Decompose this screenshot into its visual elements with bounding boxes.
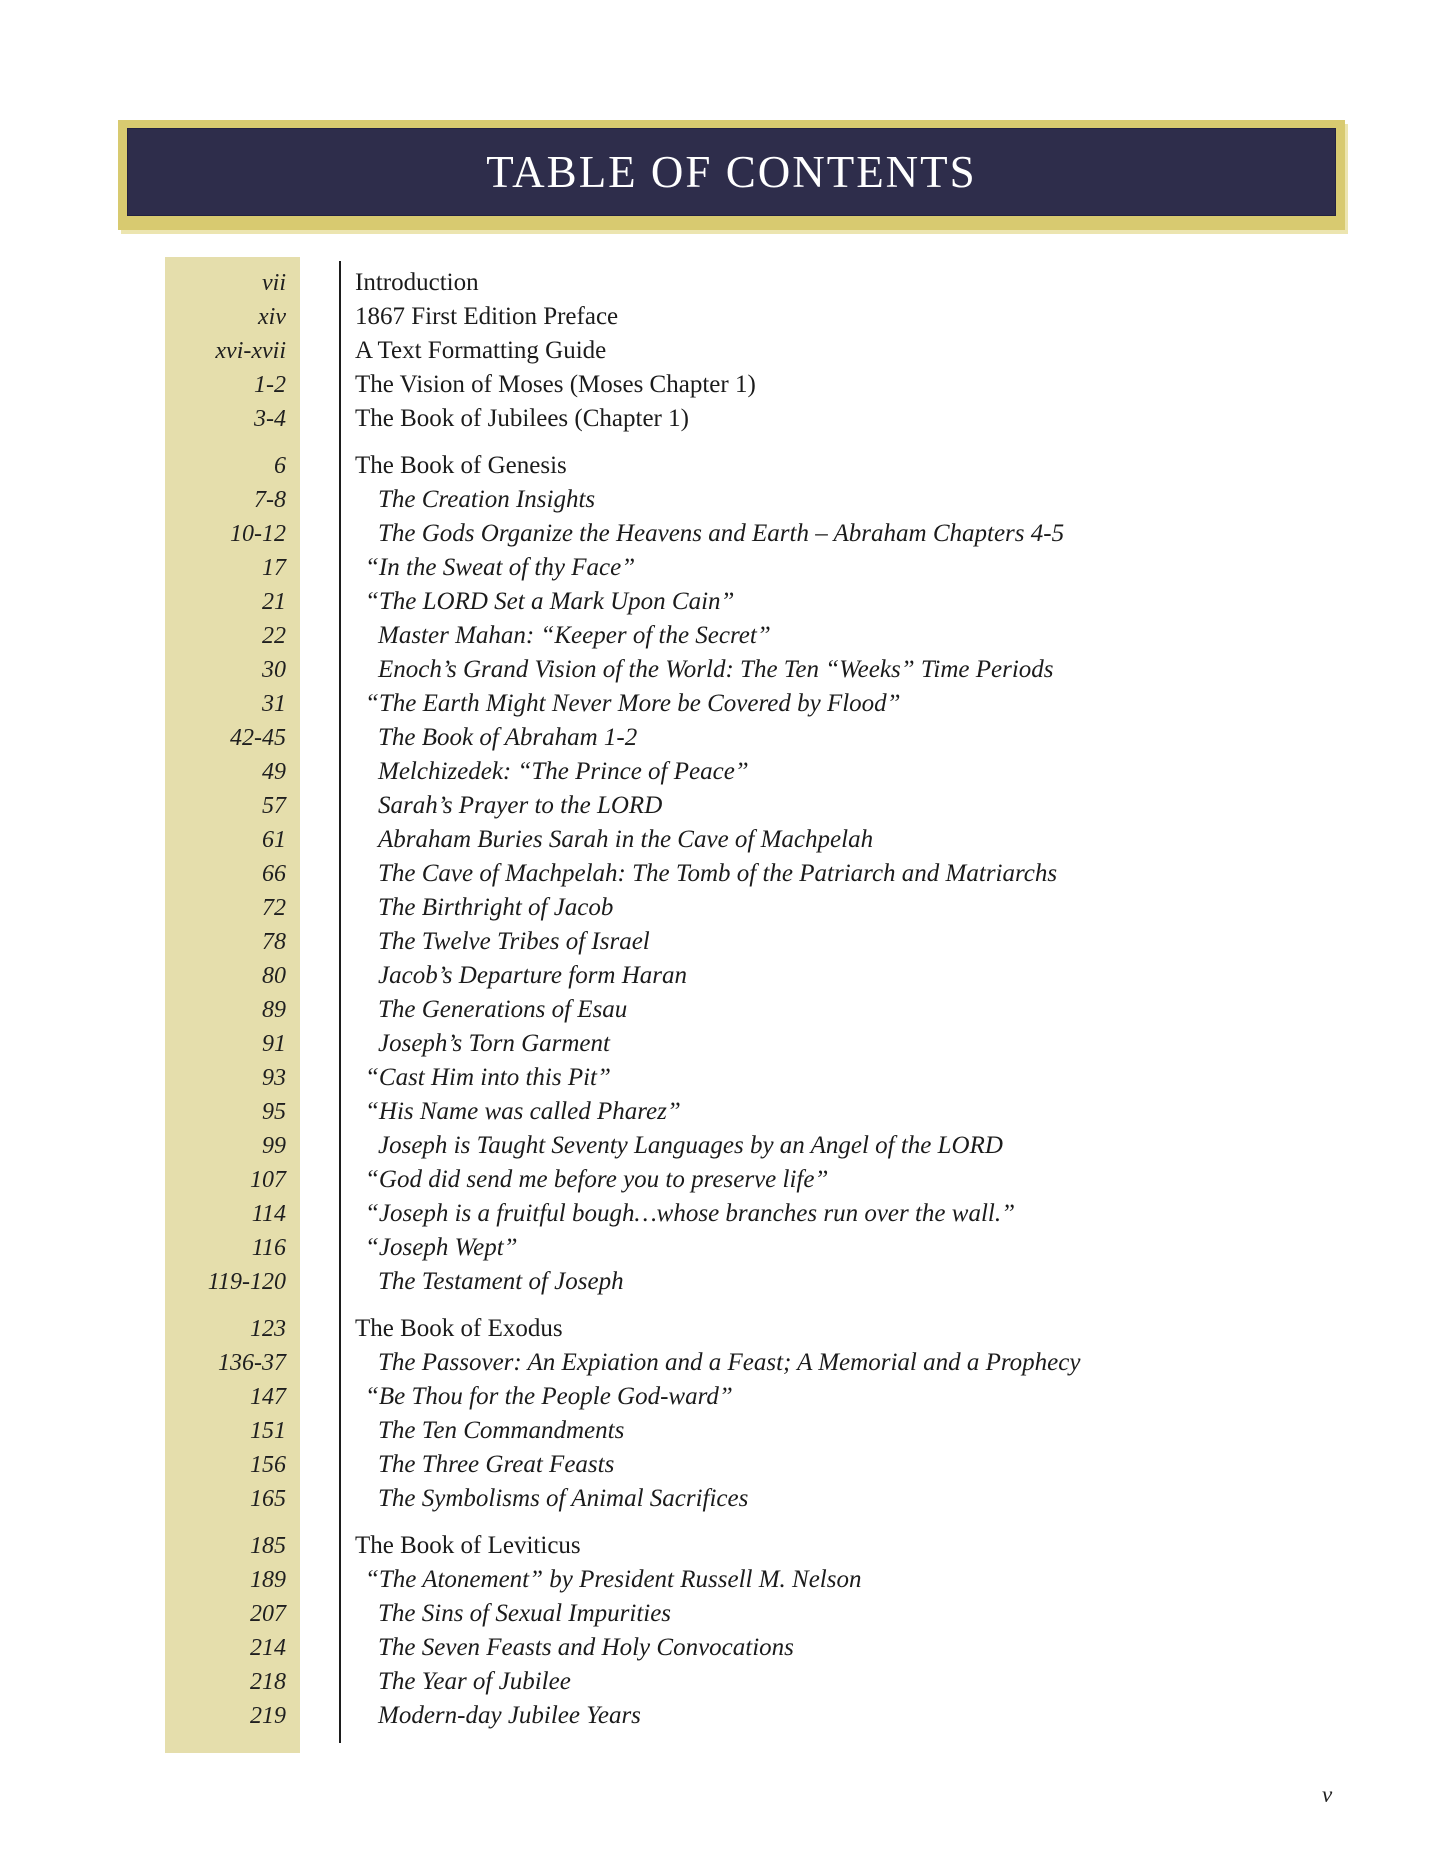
toc-entry-title: “Joseph is a fruitful bough…whose branches run over the wall.” bbox=[365, 1200, 1015, 1227]
toc-page-number: 7-8 bbox=[254, 487, 286, 513]
toc-entry-title: The Gods Organize the Heavens and Earth – Abraham Chapters 4-5 bbox=[378, 520, 1065, 547]
toc-entry-title: “His Name was called Pharez” bbox=[365, 1098, 681, 1125]
toc-banner bbox=[118, 120, 1345, 230]
toc-entry-title: The Book of Genesis bbox=[355, 452, 567, 479]
toc-page-number: 156 bbox=[250, 1452, 286, 1478]
toc-row bbox=[165, 1665, 1315, 1699]
toc-row bbox=[165, 891, 1315, 925]
toc-row bbox=[165, 1597, 1315, 1631]
toc-page-number: vii bbox=[262, 270, 286, 296]
toc-row bbox=[165, 483, 1315, 517]
toc-row bbox=[165, 687, 1315, 721]
toc-page-number: 61 bbox=[262, 827, 286, 853]
toc-entry-title: “Joseph Wept” bbox=[365, 1234, 518, 1261]
toc-row bbox=[165, 1482, 1315, 1516]
toc-row bbox=[165, 585, 1315, 619]
toc-row bbox=[165, 653, 1315, 687]
page-title: TABLE OF CONTENTS bbox=[486, 147, 977, 197]
toc-row bbox=[165, 1631, 1315, 1665]
toc-page-number: 93 bbox=[262, 1065, 286, 1091]
toc-entry-title: Joseph is Taught Seventy Languages by an Angel of the LORD bbox=[378, 1132, 1003, 1159]
toc-entry-title: “The Atonement” by President Russell M. Nelson bbox=[365, 1566, 862, 1593]
toc-row bbox=[165, 721, 1315, 755]
toc-entry-title: Modern-day Jubilee Years bbox=[378, 1702, 641, 1729]
toc-banner-panel bbox=[127, 128, 1336, 216]
toc-group bbox=[165, 1529, 1315, 1733]
toc-entry-title: Sarah’s Prayer to the LORD bbox=[378, 792, 663, 819]
toc-page-number: 116 bbox=[251, 1235, 286, 1261]
toc-page-number: 107 bbox=[250, 1167, 286, 1193]
toc-row bbox=[165, 1414, 1315, 1448]
toc-entry-title: The Book of Leviticus bbox=[355, 1532, 581, 1559]
toc-page-number: 22 bbox=[262, 623, 286, 649]
toc-entry-title: The Year of Jubilee bbox=[378, 1668, 571, 1695]
toc-entry-title: The Book of Jubilees (Chapter 1) bbox=[355, 405, 689, 432]
toc-entry-title: Master Mahan: “Keeper of the Secret” bbox=[378, 622, 771, 649]
toc-row bbox=[165, 1312, 1315, 1346]
toc-entry-title: “The Earth Might Never More be Covered by Flood” bbox=[365, 690, 901, 717]
toc-row bbox=[165, 402, 1315, 436]
toc-row bbox=[165, 755, 1315, 789]
toc-page-number: 6 bbox=[274, 453, 286, 479]
toc-entry-title: Abraham Buries Sarah in the Cave of Machpelah bbox=[378, 826, 874, 853]
toc-page-number: 78 bbox=[262, 929, 286, 955]
toc-row bbox=[165, 1346, 1315, 1380]
toc-row bbox=[165, 1529, 1315, 1563]
toc-page-number: 1-2 bbox=[254, 372, 286, 398]
toc-row bbox=[165, 1197, 1315, 1231]
toc-row bbox=[165, 823, 1315, 857]
toc-page-number: 3-4 bbox=[254, 406, 286, 432]
toc-entry-title: Melchizedek: “The Prince of Peace” bbox=[378, 758, 749, 785]
toc-entry-title: The Vision of Moses (Moses Chapter 1) bbox=[355, 371, 756, 398]
toc-page-number: 214 bbox=[250, 1635, 286, 1661]
toc-entry-title: The Creation Insights bbox=[378, 486, 596, 513]
toc-entry-title: “Cast Him into this Pit” bbox=[365, 1064, 611, 1091]
toc-row bbox=[165, 857, 1315, 891]
toc-entry-title: “The LORD Set a Mark Upon Cain” bbox=[365, 588, 735, 615]
toc-page-number: 219 bbox=[250, 1703, 286, 1729]
toc-entry-title: Jacob’s Departure form Haran bbox=[378, 962, 688, 989]
toc-entry-title: “In the Sweat of thy Face” bbox=[365, 554, 636, 581]
toc-page-number: 151 bbox=[250, 1418, 286, 1444]
toc-page-number: 72 bbox=[262, 895, 286, 921]
toc-entry-title: The Ten Commandments bbox=[378, 1417, 625, 1444]
toc-page-number: 114 bbox=[251, 1201, 286, 1227]
toc-page-number: 89 bbox=[262, 997, 286, 1023]
toc-row bbox=[165, 1027, 1315, 1061]
toc-page-number: 95 bbox=[262, 1099, 286, 1125]
toc-row bbox=[165, 334, 1315, 368]
toc-page-number: 17 bbox=[262, 555, 286, 581]
toc-row bbox=[165, 1448, 1315, 1482]
toc-entry-title: Introduction bbox=[355, 269, 479, 296]
toc-page-number: 49 bbox=[262, 759, 286, 785]
toc-page-number: 66 bbox=[262, 861, 286, 887]
toc-page-number: 147 bbox=[250, 1384, 286, 1410]
toc-page-number: 42-45 bbox=[230, 725, 286, 751]
toc-row bbox=[165, 517, 1315, 551]
toc-page-number: 31 bbox=[262, 691, 286, 717]
toc-group bbox=[165, 449, 1315, 1299]
toc-entry-title: The Three Great Feasts bbox=[378, 1451, 615, 1478]
toc-row bbox=[165, 1699, 1315, 1733]
toc-page-number: 80 bbox=[262, 963, 286, 989]
toc-page-number: 119-120 bbox=[207, 1269, 286, 1295]
page-folio-number: v bbox=[1322, 1782, 1333, 1807]
toc-page-number: 189 bbox=[250, 1567, 286, 1593]
toc-page-number: 136-37 bbox=[218, 1350, 286, 1376]
toc-entry-title: The Seven Feasts and Holy Convocations bbox=[378, 1634, 794, 1661]
toc-entry-title: The Book of Exodus bbox=[355, 1315, 563, 1342]
toc-page-number: 30 bbox=[262, 657, 286, 683]
toc-entry-title: The Testament of Joseph bbox=[378, 1268, 624, 1295]
toc-entry-title: The Twelve Tribes of Israel bbox=[378, 928, 650, 955]
toc-entry-list bbox=[165, 266, 1315, 1733]
toc-page-number: 123 bbox=[250, 1316, 286, 1342]
toc-page-number: 165 bbox=[250, 1486, 286, 1512]
toc-row bbox=[165, 368, 1315, 402]
toc-entry-title: The Sins of Sexual Impurities bbox=[378, 1600, 672, 1627]
toc-page-number: 91 bbox=[262, 1031, 286, 1057]
toc-entry-title: The Birthright of Jacob bbox=[378, 894, 614, 921]
toc-row bbox=[165, 1265, 1315, 1299]
toc-row bbox=[165, 1231, 1315, 1265]
toc-entry-title: The Cave of Machpelah: The Tomb of the Patriarch and Matriarchs bbox=[378, 860, 1058, 887]
toc-page-number: 21 bbox=[262, 589, 286, 615]
toc-row bbox=[165, 993, 1315, 1027]
toc-entry-title: Joseph’s Torn Garment bbox=[378, 1030, 610, 1057]
toc-entry-title: Enoch’s Grand Vision of the World: The Ten “Weeks” Time Periods bbox=[378, 656, 1054, 683]
toc-row bbox=[165, 266, 1315, 300]
toc-group bbox=[165, 1312, 1315, 1516]
toc-entry-title: 1867 First Edition Preface bbox=[355, 303, 619, 330]
toc-row bbox=[165, 300, 1315, 334]
toc-page-number: 218 bbox=[250, 1669, 286, 1695]
toc-row bbox=[165, 1563, 1315, 1597]
toc-page-number: 185 bbox=[250, 1533, 286, 1559]
toc-row bbox=[165, 449, 1315, 483]
toc-row bbox=[165, 1095, 1315, 1129]
toc-entry-title: The Book of Abraham 1-2 bbox=[378, 724, 638, 751]
toc-row bbox=[165, 789, 1315, 823]
toc-row bbox=[165, 551, 1315, 585]
toc-page-number: 207 bbox=[250, 1601, 286, 1627]
toc-group bbox=[165, 266, 1315, 436]
toc-page-number: xiv bbox=[258, 304, 286, 330]
toc-entry-title: The Symbolisms of Animal Sacrifices bbox=[378, 1485, 749, 1512]
toc-row bbox=[165, 959, 1315, 993]
toc-page-number: 99 bbox=[262, 1133, 286, 1159]
toc-entry-title: “Be Thou for the People God-ward” bbox=[365, 1383, 733, 1410]
toc-page-number: 10-12 bbox=[230, 521, 286, 547]
toc-row bbox=[165, 1129, 1315, 1163]
toc-page-number: 57 bbox=[262, 793, 286, 819]
toc-entry-title: The Passover: An Expiation and a Feast; A Memorial and a Prophecy bbox=[378, 1349, 1081, 1376]
toc-entry-title: A Text Formatting Guide bbox=[355, 337, 607, 364]
toc-page-number: xvi-xvii bbox=[215, 338, 286, 364]
toc-row bbox=[165, 1380, 1315, 1414]
toc-entry-title: “God did send me before you to preserve life” bbox=[365, 1166, 829, 1193]
toc-row bbox=[165, 925, 1315, 959]
toc-entry-title: The Generations of Esau bbox=[378, 996, 628, 1023]
toc-row bbox=[165, 1061, 1315, 1095]
toc-row bbox=[165, 619, 1315, 653]
toc-row bbox=[165, 1163, 1315, 1197]
